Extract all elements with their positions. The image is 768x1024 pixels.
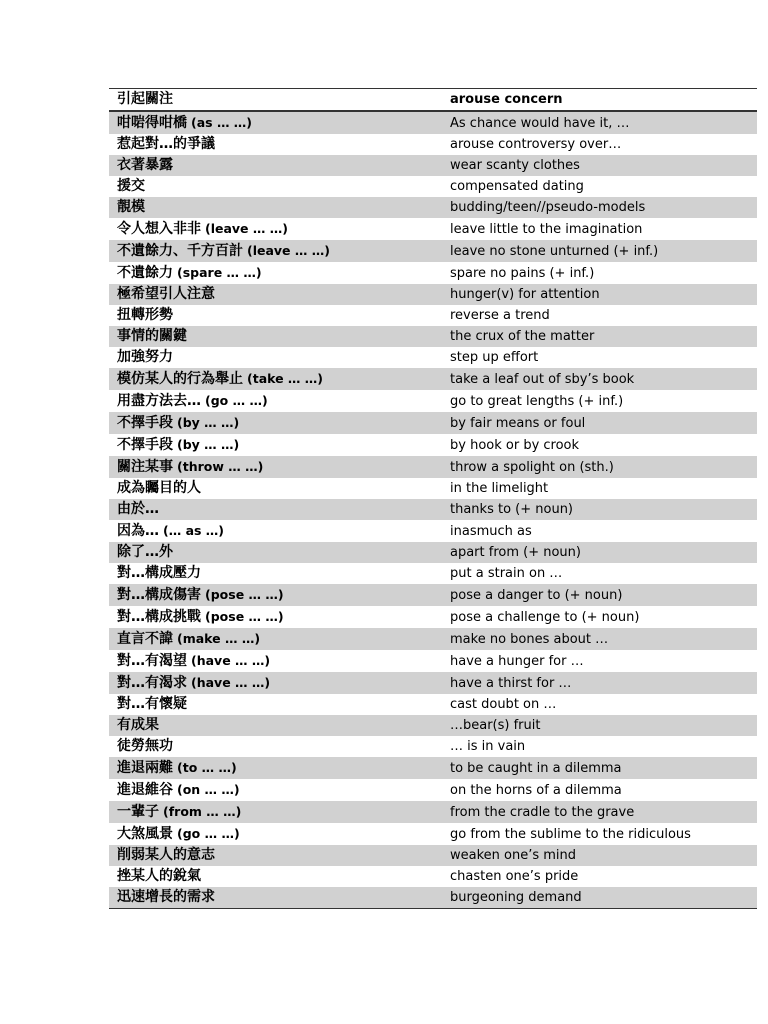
chinese-term: 成為矚目的人: [117, 480, 201, 496]
chinese-term: 事情的關鍵: [117, 328, 187, 344]
chinese-term-cell: [109, 284, 450, 305]
english-term: leave no stone unturned (+ inf.): [450, 240, 757, 262]
table-row: [109, 672, 757, 694]
table-row: [109, 736, 757, 757]
table-row: [109, 456, 757, 478]
chinese-term: 惹起對…的爭議: [117, 136, 215, 152]
chinese-term-cell: [109, 779, 450, 801]
table-row: [109, 715, 757, 736]
english-term: apart from (+ noun): [450, 542, 757, 563]
english-term: put a strain on …: [450, 563, 757, 584]
english-hint: (to … …): [177, 760, 237, 775]
english-term: step up effort: [450, 347, 757, 368]
chinese-term: 對…構成傷害: [117, 587, 201, 603]
table-row: [109, 478, 757, 499]
english-term: take a leaf out of sby’s book: [450, 368, 757, 390]
chinese-term: 徒勞無功: [117, 738, 173, 754]
english-term: have a thirst for …: [450, 672, 757, 694]
chinese-term-cell: [109, 434, 450, 456]
table-row: [109, 284, 757, 305]
english-term: on the horns of a dilemma: [450, 779, 757, 801]
chinese-term-cell: [109, 542, 450, 563]
table-row: [109, 499, 757, 520]
chinese-term-cell: [109, 412, 450, 434]
chinese-term-cell: [109, 650, 450, 672]
chinese-term: 用盡方法去…: [117, 393, 201, 409]
chinese-term: 靚模: [117, 199, 145, 215]
chinese-term: 模仿某人的行為舉止: [117, 371, 243, 387]
english-hint: (go … …): [177, 826, 240, 841]
chinese-term-cell: [109, 866, 450, 887]
english-term: reverse a trend: [450, 305, 757, 326]
chinese-term-cell: [109, 456, 450, 478]
chinese-term-cell: [109, 197, 450, 218]
english-term: budding/teen//pseudo-models: [450, 197, 757, 218]
chinese-term-cell: [109, 240, 450, 262]
chinese-term: 對…有渴求: [117, 675, 187, 691]
chinese-term: 迅速增長的需求: [117, 889, 215, 905]
english-term: pose a challenge to (+ noun): [450, 606, 757, 628]
chinese-term: 令人想入非非: [117, 221, 201, 237]
chinese-term-cell: [109, 326, 450, 347]
table-row: [109, 650, 757, 672]
english-term: from the cradle to the grave: [450, 801, 757, 823]
table-row: [109, 694, 757, 715]
chinese-term: 有成果: [117, 717, 159, 733]
english-hint: (go … …): [205, 393, 268, 408]
table-row: [109, 823, 757, 845]
table-row: [109, 390, 757, 412]
english-hint: (from … …): [163, 804, 242, 819]
table-row: [109, 262, 757, 284]
table-row: [109, 176, 757, 197]
english-term: throw a spolight on (sth.): [450, 456, 757, 478]
english-term: have a hunger for …: [450, 650, 757, 672]
table-row: [109, 779, 757, 801]
chinese-term: 援交: [117, 178, 145, 194]
chinese-term-cell: [109, 305, 450, 326]
chinese-term: 由於…: [117, 501, 159, 517]
english-term: leave little to the imagination: [450, 218, 757, 240]
english-term: burgeoning demand: [450, 887, 757, 909]
english-term: thanks to (+ noun): [450, 499, 757, 520]
chinese-term-cell: [109, 478, 450, 499]
table-row: [109, 368, 757, 390]
chinese-term: 不遺餘力、千方百計: [117, 243, 243, 259]
table-row: [109, 305, 757, 326]
english-term: …bear(s) fruit: [450, 715, 757, 736]
chinese-term-cell: [109, 736, 450, 757]
english-term: hunger(v) for attention: [450, 284, 757, 305]
chinese-term-cell: [109, 757, 450, 779]
english-term: go to great lengths (+ inf.): [450, 390, 757, 412]
chinese-term-cell: [109, 584, 450, 606]
english-hint: (leave … …): [205, 221, 288, 236]
english-term: by hook or by crook: [450, 434, 757, 456]
chinese-term-cell: [109, 801, 450, 823]
chinese-term: 因為…: [117, 523, 159, 539]
chinese-term: 對…構成壓力: [117, 565, 201, 581]
english-hint: (take … …): [247, 371, 323, 386]
table-row: [109, 845, 757, 866]
english-hint: (have … …): [191, 675, 271, 690]
vocabulary-table: [109, 88, 757, 909]
chinese-term: 對…有渴望: [117, 653, 187, 669]
table-row: [109, 434, 757, 456]
chinese-term-cell: [109, 499, 450, 520]
chinese-term-cell: [109, 176, 450, 197]
english-term: wear scanty clothes: [450, 155, 757, 176]
chinese-term-cell: [109, 520, 450, 542]
chinese-term-cell: [109, 606, 450, 628]
table-row: [109, 240, 757, 262]
chinese-term: 挫某人的銳氣: [117, 868, 201, 884]
chinese-term: 對…有懷疑: [117, 696, 187, 712]
chinese-term-cell: [109, 134, 450, 155]
table-row: [109, 111, 757, 134]
english-term: inasmuch as: [450, 520, 757, 542]
english-hint: (as … …): [191, 115, 253, 130]
chinese-term-cell: [109, 218, 450, 240]
english-term: weaken one’s mind: [450, 845, 757, 866]
english-term: cast doubt on …: [450, 694, 757, 715]
english-term: go from the sublime to the ridiculous: [450, 823, 757, 845]
english-hint: (spare … …): [177, 265, 262, 280]
english-term: arouse controversy over…: [450, 134, 757, 155]
chinese-term: 扭轉形勢: [117, 307, 173, 323]
chinese-term-cell: [109, 845, 450, 866]
chinese-term: 不擇手段: [117, 437, 173, 453]
chinese-term: 關注某事: [117, 459, 173, 475]
chinese-term: 咁啱得咁橋: [117, 115, 187, 131]
chinese-term: 不擇手段: [117, 415, 173, 431]
chinese-term: 大煞風景: [117, 826, 173, 842]
english-hint: (on … …): [177, 782, 240, 797]
english-hint: (… as …): [163, 523, 225, 538]
chinese-term-cell: [109, 262, 450, 284]
chinese-term: 不遺餘力: [117, 265, 173, 281]
chinese-term: 進退維谷: [117, 782, 173, 798]
table-row: [109, 866, 757, 887]
english-hint: (pose … …): [205, 587, 284, 602]
header-chinese-term: 引起關注: [109, 89, 450, 112]
table-row: [109, 347, 757, 368]
table-row: [109, 542, 757, 563]
english-term: pose a danger to (+ noun): [450, 584, 757, 606]
chinese-term-cell: [109, 390, 450, 412]
english-hint: (by … …): [177, 437, 240, 452]
table-row: [109, 326, 757, 347]
chinese-term: 一輩子: [117, 804, 159, 820]
table-row: [109, 887, 757, 909]
english-term: chasten one’s pride: [450, 866, 757, 887]
chinese-term-cell: [109, 111, 450, 134]
chinese-term: 直言不諱: [117, 631, 173, 647]
english-term: … is in vain: [450, 736, 757, 757]
chinese-term-cell: [109, 715, 450, 736]
table-row: [109, 197, 757, 218]
table-row: [109, 584, 757, 606]
table-row: [109, 412, 757, 434]
english-term: compensated dating: [450, 176, 757, 197]
chinese-term: 衣著暴露: [117, 157, 173, 173]
chinese-term-cell: [109, 347, 450, 368]
table-row: [109, 155, 757, 176]
english-hint: (leave … …): [247, 243, 330, 258]
chinese-term-cell: [109, 368, 450, 390]
header-english-term: arouse concern: [450, 89, 757, 112]
chinese-term-cell: [109, 823, 450, 845]
table-header-row: [109, 89, 757, 112]
chinese-term: 除了…外: [117, 544, 173, 560]
english-term: spare no pains (+ inf.): [450, 262, 757, 284]
english-hint: (make … …): [177, 631, 261, 646]
english-hint: (throw … …): [177, 459, 264, 474]
chinese-term-cell: [109, 628, 450, 650]
english-term: by fair means or foul: [450, 412, 757, 434]
english-term: in the limelight: [450, 478, 757, 499]
english-hint: (by … …): [177, 415, 240, 430]
english-term: to be caught in a dilemma: [450, 757, 757, 779]
table-row: [109, 218, 757, 240]
chinese-term-cell: [109, 563, 450, 584]
table-row: [109, 134, 757, 155]
table-row: [109, 801, 757, 823]
chinese-term: 加強努力: [117, 349, 173, 365]
chinese-term-cell: [109, 887, 450, 909]
english-term: make no bones about …: [450, 628, 757, 650]
table-row: [109, 520, 757, 542]
chinese-term-cell: [109, 694, 450, 715]
chinese-term: 削弱某人的意志: [117, 847, 215, 863]
table-row: [109, 628, 757, 650]
chinese-term-cell: [109, 672, 450, 694]
english-term: As chance would have it, …: [450, 111, 757, 134]
chinese-term: 進退兩難: [117, 760, 173, 776]
english-term: the crux of the matter: [450, 326, 757, 347]
english-hint: (pose … …): [205, 609, 284, 624]
english-hint: (have … …): [191, 653, 271, 668]
table-row: [109, 757, 757, 779]
chinese-term-cell: [109, 155, 450, 176]
vocabulary-table-body: [109, 89, 757, 909]
table-row: [109, 563, 757, 584]
chinese-term: 極希望引人注意: [117, 286, 215, 302]
chinese-term: 對…構成挑戰: [117, 609, 201, 625]
table-row: [109, 606, 757, 628]
